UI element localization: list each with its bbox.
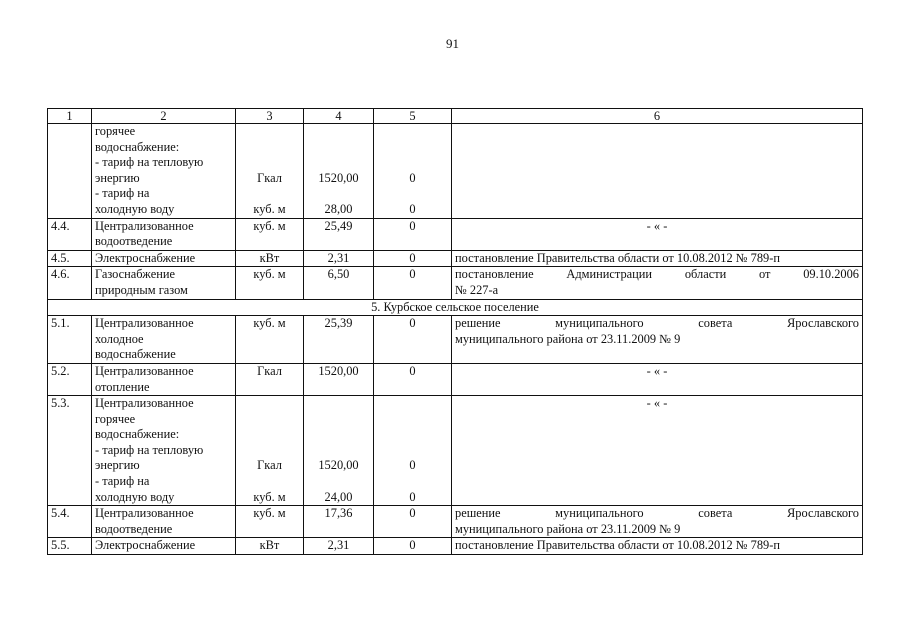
row-number-cell: 5.3. — [48, 396, 92, 506]
legal-basis-cell — [452, 218, 863, 250]
legal-basis-line: № 227-а — [455, 282, 499, 297]
cell-line: холодную воду — [95, 201, 175, 216]
unit-cell — [236, 267, 304, 299]
rate-cell — [374, 538, 452, 555]
rate-cell — [374, 363, 452, 395]
cell-line: 0 — [409, 170, 416, 185]
legal-basis-cell — [452, 250, 863, 267]
cell-line — [239, 396, 300, 412]
table-row — [48, 250, 863, 267]
unit-cell — [236, 396, 304, 506]
unit-cell — [236, 218, 304, 250]
cell-line — [307, 443, 370, 459]
cell-line: 28,00 — [324, 201, 353, 216]
cell-line: 25,39 — [324, 316, 353, 331]
tariff-cell — [304, 124, 374, 219]
legal-basis-line: решение муниципального совета Ярославского — [455, 316, 859, 331]
legal-basis-cell — [452, 506, 863, 538]
cell-line: 1520,00 — [318, 363, 359, 378]
service-name-cell — [92, 396, 236, 506]
rate-cell — [374, 316, 452, 364]
legal-basis-cell — [452, 316, 863, 364]
cell-line — [377, 427, 448, 443]
unit-cell — [236, 538, 304, 555]
cell-line — [377, 155, 448, 171]
rate-cell — [374, 250, 452, 267]
cell-line: 17,36 — [324, 506, 353, 521]
tariff-cell — [304, 250, 374, 267]
unit-cell — [236, 250, 304, 267]
legal-basis-line: постановление Правительства области от 10.08.2012 № 789-п — [455, 538, 781, 553]
service-name-cell — [92, 363, 236, 395]
cell-line: водоснабжение: — [95, 139, 180, 154]
rate-cell — [374, 218, 452, 250]
cell-line — [239, 140, 300, 156]
cell-line: 0 — [409, 489, 416, 504]
table-row — [48, 124, 863, 219]
legal-basis-line: постановление Администрации области от 09.10.2006 — [455, 267, 859, 282]
cell-line — [307, 474, 370, 490]
service-name-cell — [92, 538, 236, 555]
row-number-cell: 5.2. — [48, 363, 92, 395]
cell-line: кВт — [259, 250, 280, 265]
legal-basis-line: - « - — [646, 218, 668, 233]
cell-line: - тариф на — [95, 474, 150, 489]
cell-line: 6,50 — [327, 267, 350, 282]
cell-line — [307, 427, 370, 443]
rate-cell — [374, 396, 452, 506]
header-cell-5: 5 — [374, 109, 452, 124]
row-number-cell: 4.4. — [48, 218, 92, 250]
cell-line — [377, 412, 448, 428]
legal-basis-line: решение муниципального совета Ярославского — [455, 506, 859, 521]
header-row — [48, 109, 863, 124]
cell-line: водоснабжение: — [95, 427, 180, 442]
cell-line: 25,49 — [324, 218, 353, 233]
cell-line: горячее — [95, 124, 136, 138]
table-row — [48, 316, 863, 364]
rate-cell — [374, 124, 452, 219]
cell-line: 24,00 — [324, 489, 353, 504]
cell-line — [307, 124, 370, 140]
header-cell-1: 1 — [48, 109, 92, 124]
legal-basis-cell — [452, 363, 863, 395]
header-cell-3: 3 — [236, 109, 304, 124]
tariff-cell — [304, 267, 374, 299]
cell-line: Гкал — [257, 458, 282, 473]
row-number-cell: 4.6. — [48, 267, 92, 299]
cell-line — [307, 412, 370, 428]
cell-line — [239, 124, 300, 140]
cell-line: 0 — [409, 506, 416, 521]
cell-line: 0 — [409, 201, 416, 216]
cell-line — [377, 186, 448, 202]
tariff-table — [47, 108, 863, 555]
legal-basis-cell — [452, 124, 863, 219]
cell-line: - тариф на тепловую — [95, 155, 204, 170]
table-row — [48, 267, 863, 299]
cell-line — [307, 396, 370, 412]
cell-line: холодное — [95, 331, 144, 346]
cell-line: 2,31 — [327, 250, 350, 265]
cell-line: 0 — [409, 363, 416, 378]
cell-line — [377, 140, 448, 156]
cell-line: Централизованное — [95, 506, 194, 521]
rate-cell — [374, 506, 452, 538]
cell-line: Централизованное — [95, 316, 194, 331]
legal-basis-line: муниципального района от 23.11.2009 № 9 — [455, 521, 681, 536]
cell-line: куб. м — [253, 218, 286, 233]
unit-cell — [236, 363, 304, 395]
cell-line — [377, 396, 448, 412]
service-name-cell — [92, 316, 236, 364]
header-cell-6: 6 — [452, 109, 863, 124]
cell-line — [239, 412, 300, 428]
header-cell-4: 4 — [304, 109, 374, 124]
tariff-cell — [304, 538, 374, 555]
cell-line: - тариф на тепловую — [95, 442, 204, 457]
cell-line: Газоснабжение — [95, 267, 175, 282]
row-number-cell: 5.4. — [48, 506, 92, 538]
table-row — [48, 506, 863, 538]
legal-basis-cell — [452, 538, 863, 555]
cell-line: 1520,00 — [318, 458, 359, 473]
cell-line: Централизованное — [95, 396, 194, 411]
cell-line — [239, 427, 300, 443]
cell-line: 2,31 — [327, 538, 350, 553]
table-row — [48, 218, 863, 250]
cell-line: 0 — [409, 218, 416, 233]
unit-cell — [236, 316, 304, 364]
table-row — [48, 538, 863, 555]
cell-line: водоотведение — [95, 234, 173, 249]
table-row — [48, 363, 863, 395]
cell-line: 0 — [409, 458, 416, 473]
cell-line: энергию — [95, 170, 140, 185]
cell-line: горячее — [95, 411, 136, 426]
cell-line: 0 — [409, 538, 416, 553]
cell-line: 0 — [409, 267, 416, 282]
cell-line: куб. м — [253, 506, 286, 521]
row-number-cell: 5.1. — [48, 316, 92, 364]
cell-line: - тариф на — [95, 186, 150, 201]
cell-line: холодную воду — [95, 489, 175, 504]
legal-basis-line: - « - — [646, 363, 668, 378]
cell-line — [377, 443, 448, 459]
cell-line — [239, 155, 300, 171]
cell-line — [377, 124, 448, 140]
cell-line: куб. м — [253, 267, 286, 282]
cell-line: Централизованное — [95, 218, 194, 233]
cell-line — [239, 443, 300, 459]
row-number-cell: 5.5. — [48, 538, 92, 555]
cell-line — [307, 155, 370, 171]
cell-line: Гкал — [257, 363, 282, 378]
service-name-cell — [92, 124, 236, 219]
cell-line: Электроснабжение — [95, 538, 196, 553]
service-name-cell — [92, 218, 236, 250]
tariff-cell — [304, 218, 374, 250]
cell-line: водоотведение — [95, 521, 173, 536]
tariff-cell — [304, 363, 374, 395]
service-name-cell — [92, 267, 236, 299]
legal-basis-line: - « - — [646, 396, 668, 411]
table-body — [48, 124, 863, 555]
rate-cell — [374, 267, 452, 299]
cell-line: 1520,00 — [318, 170, 359, 185]
section-row — [48, 299, 863, 316]
tariff-cell — [304, 506, 374, 538]
cell-line: куб. м — [253, 316, 286, 331]
page-number: 91 — [446, 36, 459, 51]
tariff-cell — [304, 316, 374, 364]
cell-line: 0 — [409, 316, 416, 331]
legal-basis-line: постановление Правительства области от 10.08.2012 № 789-п — [455, 250, 781, 265]
service-name-cell — [92, 250, 236, 267]
cell-line: куб. м — [253, 201, 286, 216]
cell-line: водоснабжение — [95, 347, 176, 362]
legal-basis-cell — [452, 267, 863, 299]
cell-line: природным газом — [95, 282, 188, 297]
cell-line: куб. м — [253, 489, 286, 504]
cell-line — [239, 474, 300, 490]
cell-line — [239, 186, 300, 202]
legal-basis-cell — [452, 396, 863, 506]
cell-line — [377, 474, 448, 490]
section-title: 5. Курбское сельское поселение — [48, 299, 863, 316]
row-number-cell: 4.5. — [48, 250, 92, 267]
service-name-cell — [92, 506, 236, 538]
cell-line — [307, 186, 370, 202]
table-row — [48, 396, 863, 506]
unit-cell — [236, 506, 304, 538]
unit-cell — [236, 124, 304, 219]
legal-basis-line: муниципального района от 23.11.2009 № 9 — [455, 331, 681, 346]
cell-line: Гкал — [257, 170, 282, 185]
cell-line: кВт — [259, 538, 280, 553]
cell-line: энергию — [95, 458, 140, 473]
cell-line: Электроснабжение — [95, 250, 196, 265]
cell-line: 0 — [409, 250, 416, 265]
cell-line — [307, 140, 370, 156]
cell-line: Централизованное — [95, 363, 194, 378]
tariff-cell — [304, 396, 374, 506]
header-cell-2: 2 — [92, 109, 236, 124]
row-number-cell — [48, 124, 92, 219]
cell-line: отопление — [95, 379, 150, 394]
